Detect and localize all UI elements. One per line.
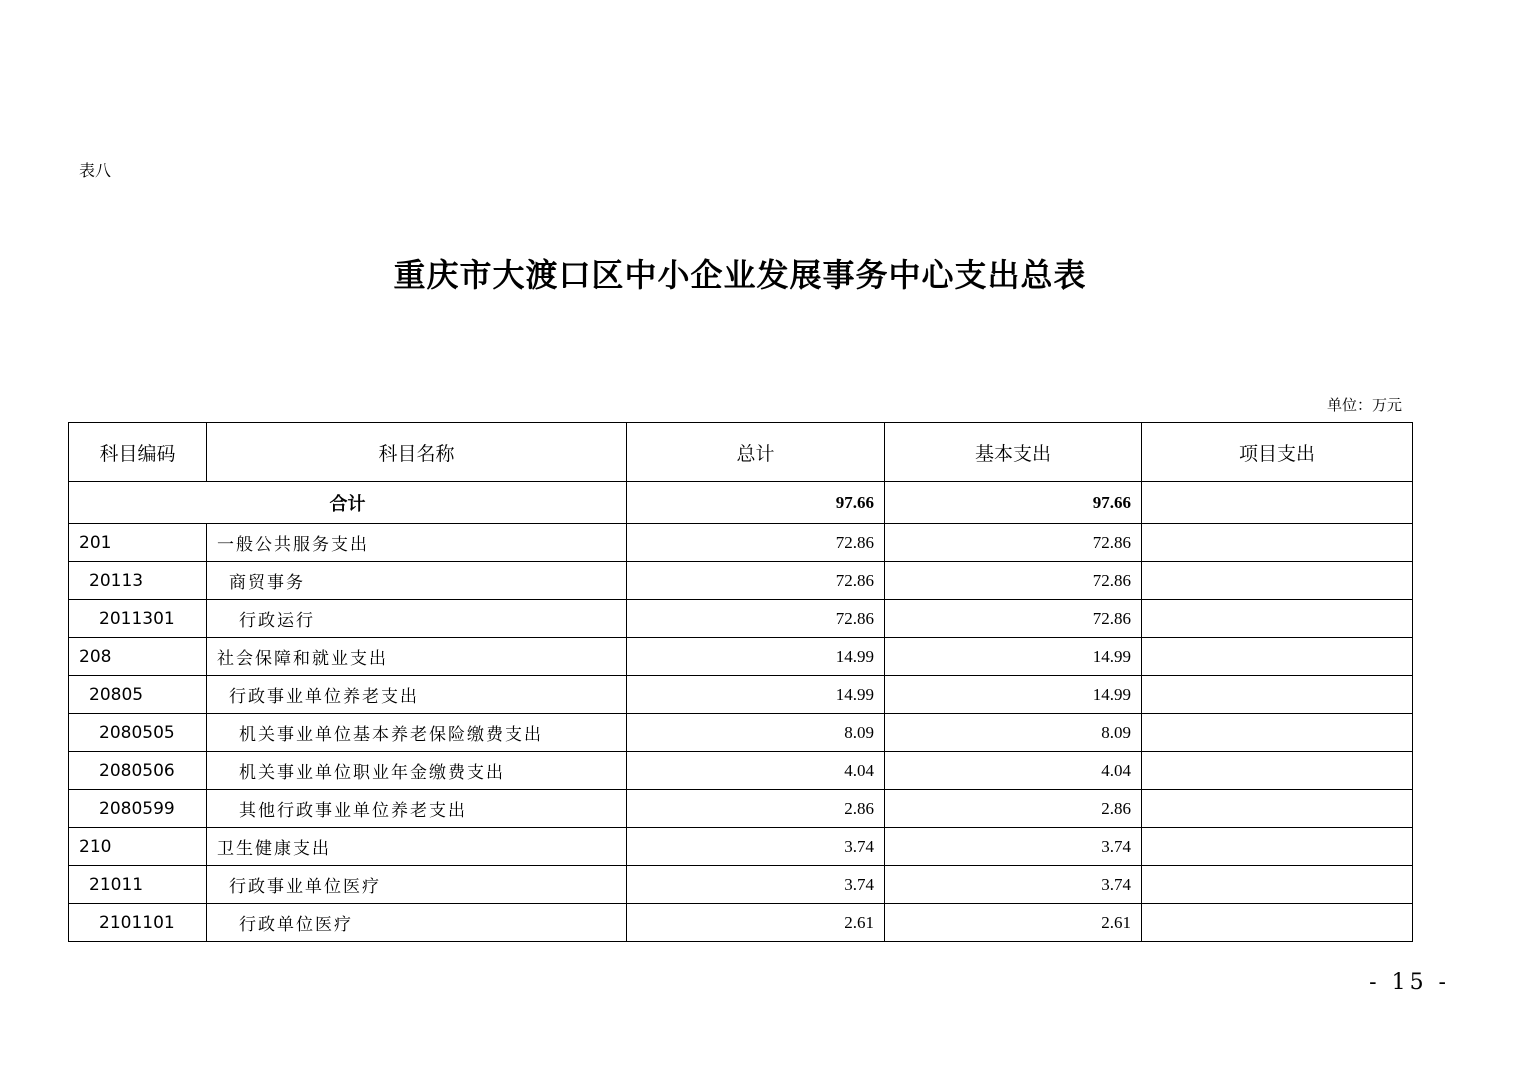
table-row	[69, 638, 1413, 676]
row-project	[1142, 828, 1413, 866]
column-header-project: 项目支出	[1142, 423, 1413, 482]
row-total: 3.74	[627, 828, 885, 866]
row-basic: 3.74	[885, 828, 1142, 866]
page-title: 重庆市大渡口区中小企业发展事务中心支出总表	[393, 256, 1087, 294]
row-code: 2080505	[69, 714, 207, 752]
row-name: 机关事业单位职业年金缴费支出	[207, 752, 627, 790]
row-total: 8.09	[627, 714, 885, 752]
row-name: 机关事业单位基本养老保险缴费支出	[207, 714, 627, 752]
table-row	[69, 676, 1413, 714]
row-project	[1142, 524, 1413, 562]
row-name: 社会保障和就业支出	[207, 638, 627, 676]
row-project	[1142, 714, 1413, 752]
row-basic: 72.86	[885, 562, 1142, 600]
row-basic: 14.99	[885, 638, 1142, 676]
row-code: 2080599	[69, 790, 207, 828]
table-label: 表八	[79, 161, 112, 180]
row-name: 其他行政事业单位养老支出	[207, 790, 627, 828]
row-code: 201	[69, 524, 207, 562]
row-code: 208	[69, 638, 207, 676]
row-project	[1142, 790, 1413, 828]
row-code: 2011301	[69, 600, 207, 638]
table-row	[69, 828, 1413, 866]
column-header-total: 总计	[627, 423, 885, 482]
total-row	[69, 482, 1413, 524]
row-code: 2101101	[69, 904, 207, 942]
row-total: 2.61	[627, 904, 885, 942]
row-project	[1142, 638, 1413, 676]
row-total: 3.74	[627, 866, 885, 904]
row-total: 14.99	[627, 638, 885, 676]
row-basic: 4.04	[885, 752, 1142, 790]
row-project	[1142, 676, 1413, 714]
total-label: 合计	[69, 482, 627, 524]
table-row	[69, 714, 1413, 752]
row-project	[1142, 866, 1413, 904]
row-basic: 14.99	[885, 676, 1142, 714]
table-header-row	[69, 423, 1413, 482]
row-project	[1142, 600, 1413, 638]
table-row	[69, 524, 1413, 562]
page-number: - 15 -	[1369, 970, 1450, 995]
column-header-basic: 基本支出	[885, 423, 1142, 482]
row-total: 14.99	[627, 676, 885, 714]
row-total: 2.86	[627, 790, 885, 828]
row-total: 72.86	[627, 524, 885, 562]
row-basic: 8.09	[885, 714, 1142, 752]
table-row	[69, 600, 1413, 638]
row-code: 20113	[69, 562, 207, 600]
row-basic: 72.86	[885, 524, 1142, 562]
row-basic: 2.61	[885, 904, 1142, 942]
row-name: 行政事业单位医疗	[207, 866, 627, 904]
table-row	[69, 562, 1413, 600]
row-name: 商贸事务	[207, 562, 627, 600]
expenditure-table	[68, 422, 1413, 942]
row-name: 行政事业单位养老支出	[207, 676, 627, 714]
column-header-code: 科目编码	[69, 423, 207, 482]
row-basic: 3.74	[885, 866, 1142, 904]
row-name: 行政单位医疗	[207, 904, 627, 942]
row-total: 4.04	[627, 752, 885, 790]
unit-label: 单位：万元	[1326, 396, 1402, 414]
row-total: 72.86	[627, 562, 885, 600]
table-row	[69, 790, 1413, 828]
row-project	[1142, 752, 1413, 790]
row-basic: 2.86	[885, 790, 1142, 828]
row-basic: 72.86	[885, 600, 1142, 638]
total-amount: 97.66	[627, 482, 885, 524]
table-row	[69, 904, 1413, 942]
row-code: 2080506	[69, 752, 207, 790]
row-code: 21011	[69, 866, 207, 904]
table-row	[69, 752, 1413, 790]
total-project-amount	[1142, 482, 1413, 524]
row-name: 一般公共服务支出	[207, 524, 627, 562]
row-code: 20805	[69, 676, 207, 714]
column-header-name: 科目名称	[207, 423, 627, 482]
row-name: 行政运行	[207, 600, 627, 638]
row-total: 72.86	[627, 600, 885, 638]
row-name: 卫生健康支出	[207, 828, 627, 866]
row-code: 210	[69, 828, 207, 866]
table-row	[69, 866, 1413, 904]
row-project	[1142, 904, 1413, 942]
total-basic-amount: 97.66	[885, 482, 1142, 524]
row-project	[1142, 562, 1413, 600]
